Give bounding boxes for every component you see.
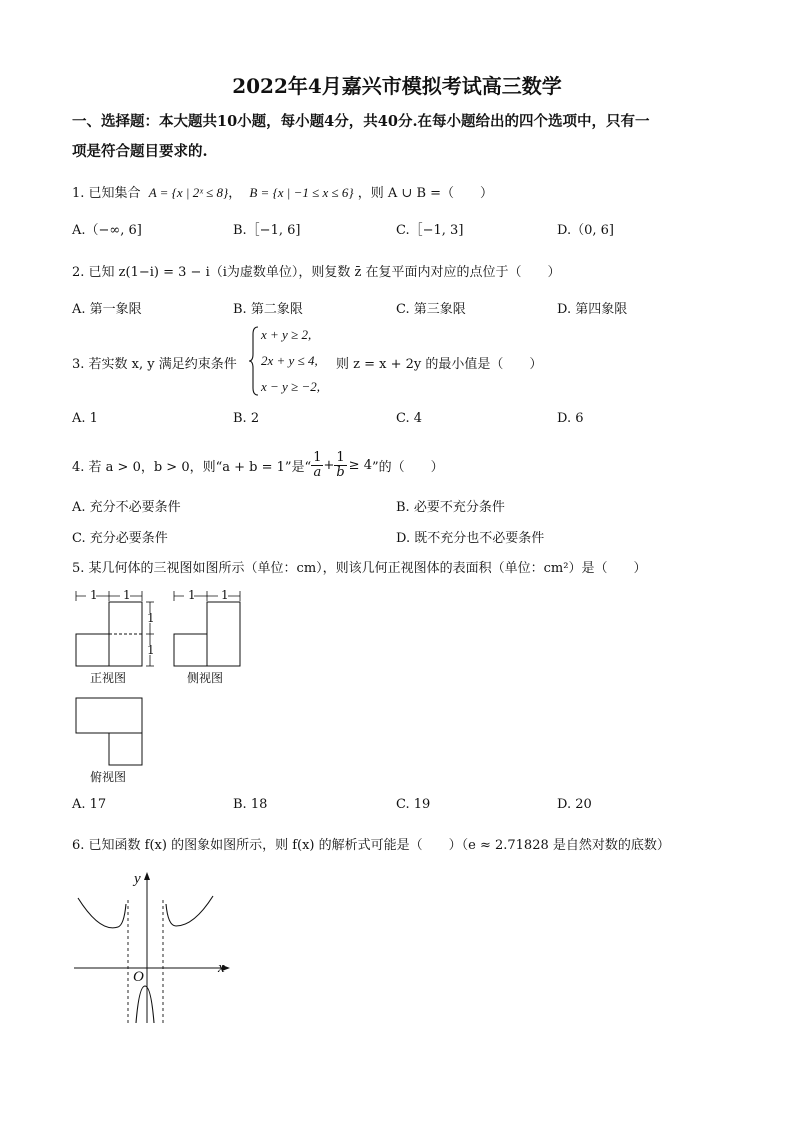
q4-fraction-2: $\frac{1}{b}$ (336, 450, 345, 480)
question-2: 2. 已知 z(1−i) = 3 − i（i为虚数单位），则复数 z̄ 在复平面内对应的点位于（ ） (72, 265, 561, 280)
q5-option-c: C. 19 (396, 797, 431, 812)
q4-inequality: ≥ 4 (348, 458, 372, 473)
q2-option-c: C. 第三象限 (396, 302, 466, 317)
question-5: 5. 某几何体的三视图如图所示（单位：cm），则该几何正视图体的表面积（单位：cm²）是（ ） (72, 561, 647, 576)
q1-tail: ，则 A ∪ B =（ ） (357, 186, 494, 201)
q1-option-d: D.（0, 6] (557, 223, 614, 238)
q3-tail: 则 z = x + 2y 的最小值是（ ） (336, 357, 543, 372)
page-title: 2022年4月嘉兴市模拟考试高三数学 (232, 74, 562, 98)
q1-set-b: B = {x | −1 ≤ x ≤ 6} (249, 185, 354, 200)
q5-option-d: D. 20 (557, 797, 592, 812)
question-1: 1. 已知集合 A = {x | 2ˣ ≤ 8}， B = {x | −1 ≤ x ≤ 6} ，则 A ∪ B =（ ） (72, 185, 494, 201)
q1-option-b: B.［−1, 6] (233, 223, 301, 238)
side-dim-label-1: 1 (188, 588, 196, 602)
q3-left-brace (249, 326, 259, 396)
q4-option-d: D. 既不充分也不必要条件 (396, 531, 545, 546)
q2-option-b: B. 第二象限 (233, 302, 303, 317)
front-view-label: 正视图 (90, 671, 127, 685)
side-view-label: 侧视图 (187, 671, 224, 685)
q3-constraint-3: x − y ≥ −2, (261, 379, 320, 394)
top-view-figure (70, 694, 150, 769)
q3-option-b: B. 2 (233, 411, 260, 426)
q4-prefix: 4. 若 a > 0，b > 0，则“a + b = 1”是“ (72, 460, 312, 475)
section-heading-line-1: 一、选择题：本大题共10小题，每小题4分，共40分.在每小题给出的四个选项中，只有一 (72, 113, 650, 130)
y-axis-label: y (134, 871, 141, 887)
q2-option-a: A. 第一象限 (72, 302, 142, 317)
q3-constraint-2: 2x + y ≤ 4, (261, 353, 318, 368)
front-dim-label-4: 1 (147, 643, 155, 657)
question-4 (72, 451, 444, 480)
origin-label: O (133, 969, 144, 985)
function-graph (70, 868, 240, 1028)
q3-constraint-1: x + y ≥ 2, (261, 327, 312, 342)
top-view-label: 俯视图 (90, 770, 127, 784)
q4-fraction-1: $\frac{1}{a}$ (313, 450, 322, 480)
section-heading-line-2: 项是符合题目要求的. (72, 143, 208, 160)
q2-option-d: D. 第四象限 (557, 302, 628, 317)
q3-prefix: 3. 若实数 x, y 满足约束条件 (72, 357, 237, 372)
q5-option-a: A. 17 (72, 797, 107, 812)
q4-option-b: B. 必要不充分条件 (396, 500, 505, 515)
side-view-figure (168, 588, 248, 668)
q4-tail: ”的（ ） (371, 460, 444, 475)
q4-option-c: C. 充分必要条件 (72, 531, 168, 546)
q3-option-a: A. 1 (72, 411, 98, 426)
q1-option-c: C.［−1, 3] (396, 223, 464, 238)
q1-prefix: 1. 已知集合 (72, 186, 141, 201)
q3-option-d: D. 6 (557, 411, 584, 426)
q1-option-a: A.（−∞, 6] (72, 223, 142, 238)
q1-set-a: A = {x | 2ˣ ≤ 8} (148, 185, 229, 200)
q4-option-a: A. 充分不必要条件 (72, 500, 181, 515)
q3-option-c: C. 4 (396, 411, 423, 426)
front-dim-label-3: 1 (147, 611, 155, 625)
q4-plus: + (323, 458, 335, 473)
front-dim-label-2: 1 (123, 588, 131, 602)
x-axis-label: x (218, 960, 225, 976)
q5-option-b: B. 18 (233, 797, 268, 812)
question-6: 6. 已知函数 f(x) 的图象如图所示，则 f(x) 的解析式可能是（ ）（e ≈ 2.71828 是自然对数的底数） (72, 838, 670, 853)
side-dim-label-2: 1 (221, 588, 229, 602)
front-dim-label-1: 1 (90, 588, 98, 602)
